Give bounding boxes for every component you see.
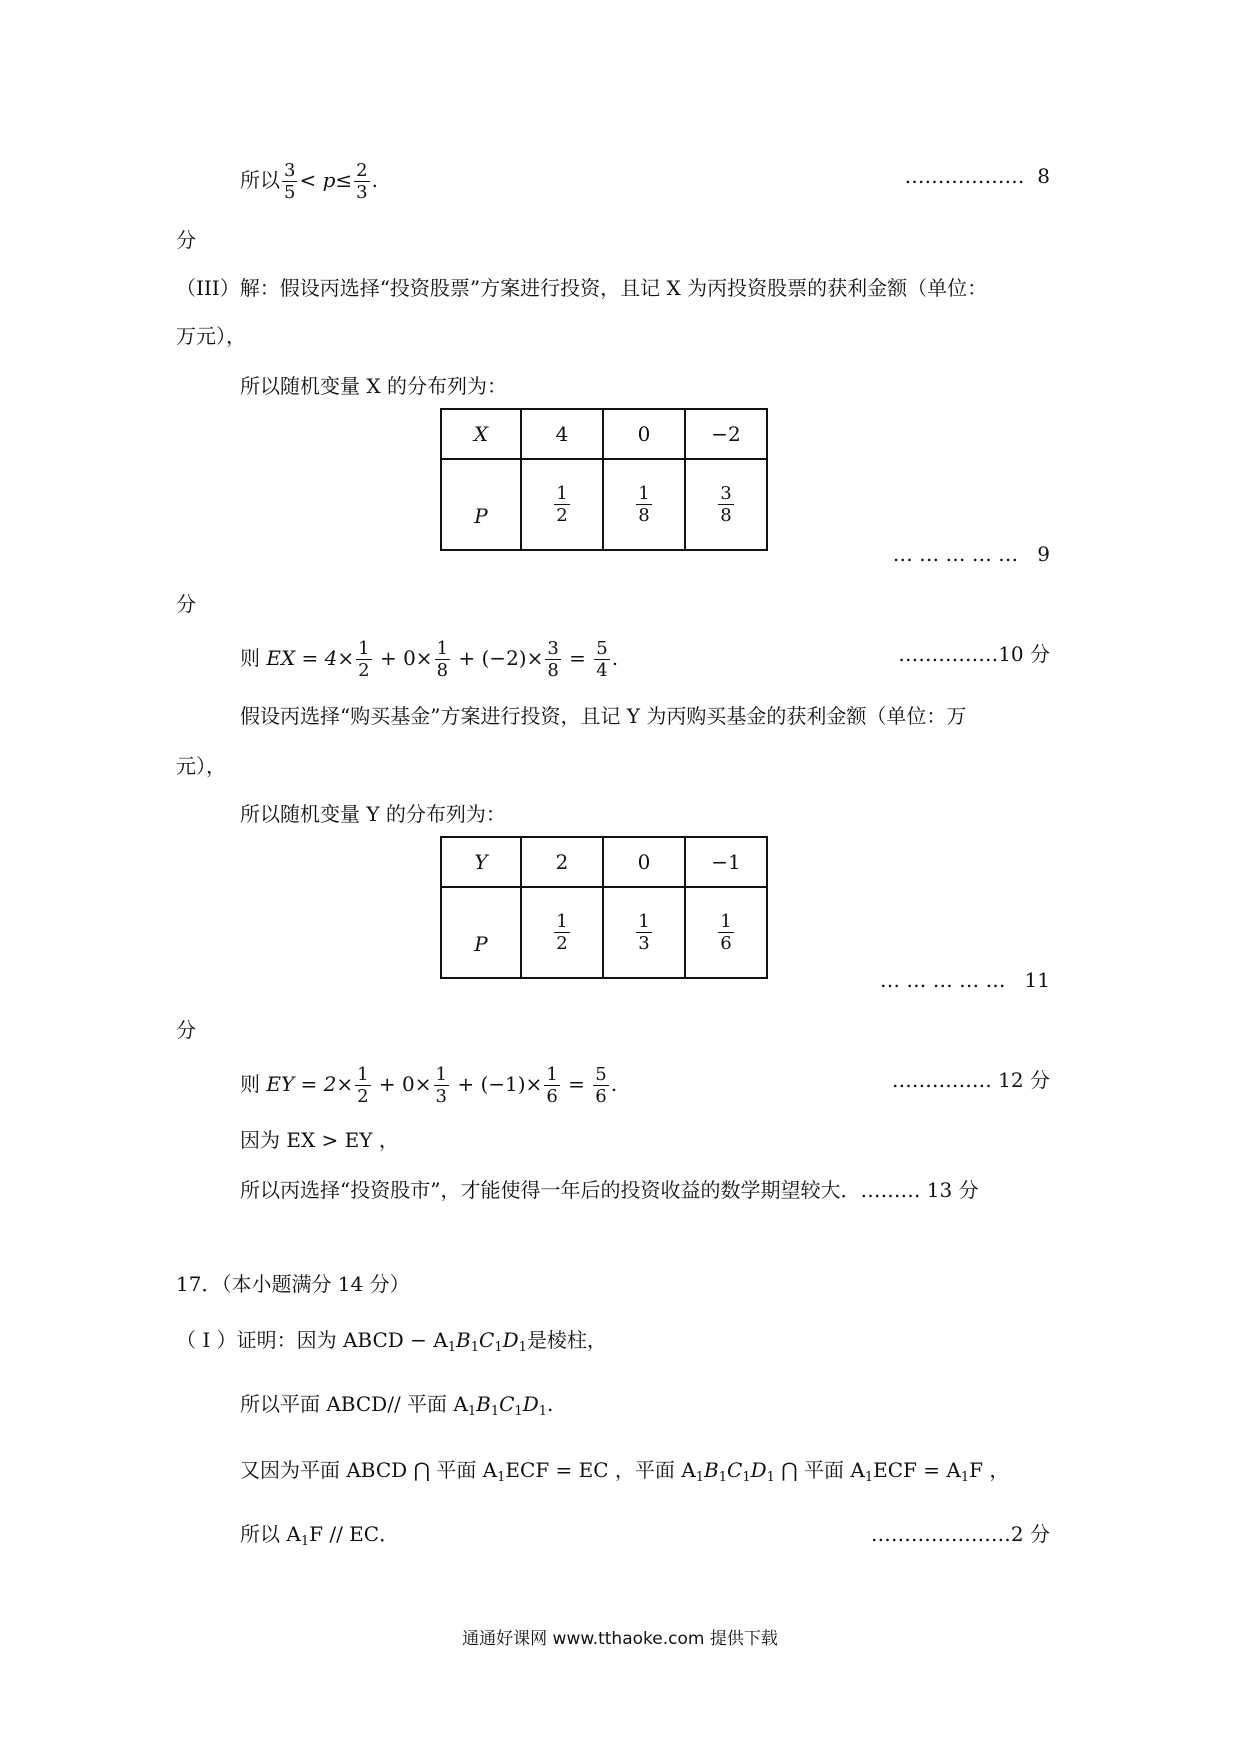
fund-line1: 假设丙选择“购买基金”方案进行投资，且记 Y 为丙购买基金的获利金额（单位：万: [240, 704, 967, 728]
score-9: … … … … … 9: [892, 542, 1050, 566]
score-11: … … … … … 11: [880, 968, 1050, 992]
fraction-2-3: $\frac{2}{3}$: [356, 160, 368, 203]
table-cell: −1: [685, 837, 767, 887]
score-2: …………………2 分: [870, 1522, 1050, 1546]
score-9-unit: 分: [176, 592, 196, 616]
table-header-x: X: [441, 409, 521, 459]
less-than: <: [299, 168, 317, 192]
distribution-table-x: [440, 408, 768, 551]
score-8-unit: 分: [176, 228, 196, 252]
variable-p: p: [322, 168, 336, 192]
table-row: [441, 459, 767, 550]
q17-proof-line: （ I ）证明：因为 ABCD − $A_1B_1C_1D_1$是棱柱，: [176, 1328, 607, 1355]
footer-text: 通通好课网 www.tthaoke.com 提供下载: [462, 1629, 778, 1649]
table-label-p: P: [441, 459, 521, 550]
table-row: [441, 887, 767, 978]
because-line: 因为 EX > EY ，: [240, 1128, 399, 1152]
table-cell: 4: [521, 409, 603, 459]
ex-line: 则 EX = 4× $\frac{1}{2}$ + 0× $\frac{1}{8}$ + (−2)× $\frac{3}{8}$ = $\frac{5}{4}$ .: [240, 638, 619, 681]
ey-line: 则 EY = 2× $\frac{1}{2}$ + 0× $\frac{1}{3}$ + (−1)× $\frac{1}{6}$ = $\frac{5}{6}$ .: [240, 1064, 618, 1107]
fraction-3-5: $\frac{3}{5}$: [284, 160, 296, 203]
score-10: ……………10 分: [898, 642, 1050, 666]
table-cell: $\frac{1}{6}$: [685, 887, 767, 978]
score-12: …………… 12 分: [891, 1068, 1050, 1092]
score-11-unit: 分: [176, 1018, 196, 1042]
table-cell: −2: [685, 409, 767, 459]
table-cell: $\frac{1}{8}$: [603, 459, 685, 550]
q17-intersect-line: 又因为平面 ABCD ⋂ 平面 $A_1ECF$ = EC ，平面 $A_1B_1C_1D_1$ ⋂ 平面 $A_1ECF = A_1F$ ，: [240, 1458, 1010, 1485]
dist-intro-x: 所以随机变量 X 的分布列为：: [240, 374, 507, 398]
table-cell: $\frac{1}{2}$: [521, 887, 603, 978]
distribution-table-y: [440, 836, 768, 979]
q17-parallel-line: 所以 $A_1F$ // EC．: [240, 1522, 400, 1549]
part3-line2: 万元），: [176, 324, 246, 348]
table-cell: 0: [603, 837, 685, 887]
score-8: ……………… 8: [904, 164, 1050, 188]
table-cell: $\frac{3}{8}$: [685, 459, 767, 550]
part3-line1: （III）解：假设丙选择“投资股票”方案进行投资，且记 X 为丙投资股票的获利金额（单位：: [176, 276, 988, 300]
fund-line2: 元），: [176, 754, 226, 778]
score-8-line: 所以 $\frac{3}{5}$ < p≤ $\frac{2}{3}$ .: [240, 160, 378, 203]
q17-title: 17．（本小题满分 14 分）: [176, 1272, 410, 1296]
table-header-y: Y: [441, 837, 521, 887]
table-cell: $\frac{1}{2}$: [521, 459, 603, 550]
dist-intro-y: 所以随机变量 Y 的分布列为：: [240, 802, 506, 826]
table-row: [441, 837, 767, 887]
table-row: [441, 409, 767, 459]
less-equal: ≤: [335, 168, 353, 192]
table-cell: 0: [603, 409, 685, 459]
table-cell: 2: [521, 837, 603, 887]
conclusion-line: 所以丙选择“投资股市”，才能使得一年后的投资收益的数学期望较大．……… 13 分: [240, 1178, 979, 1202]
table-cell: $\frac{1}{3}$: [603, 887, 685, 978]
table-label-p: P: [441, 887, 521, 978]
prefix-text: 所以: [240, 168, 280, 192]
q17-plane-line: 所以平面 ABCD// 平面 $A_1B_1C_1D_1$.: [240, 1392, 554, 1419]
